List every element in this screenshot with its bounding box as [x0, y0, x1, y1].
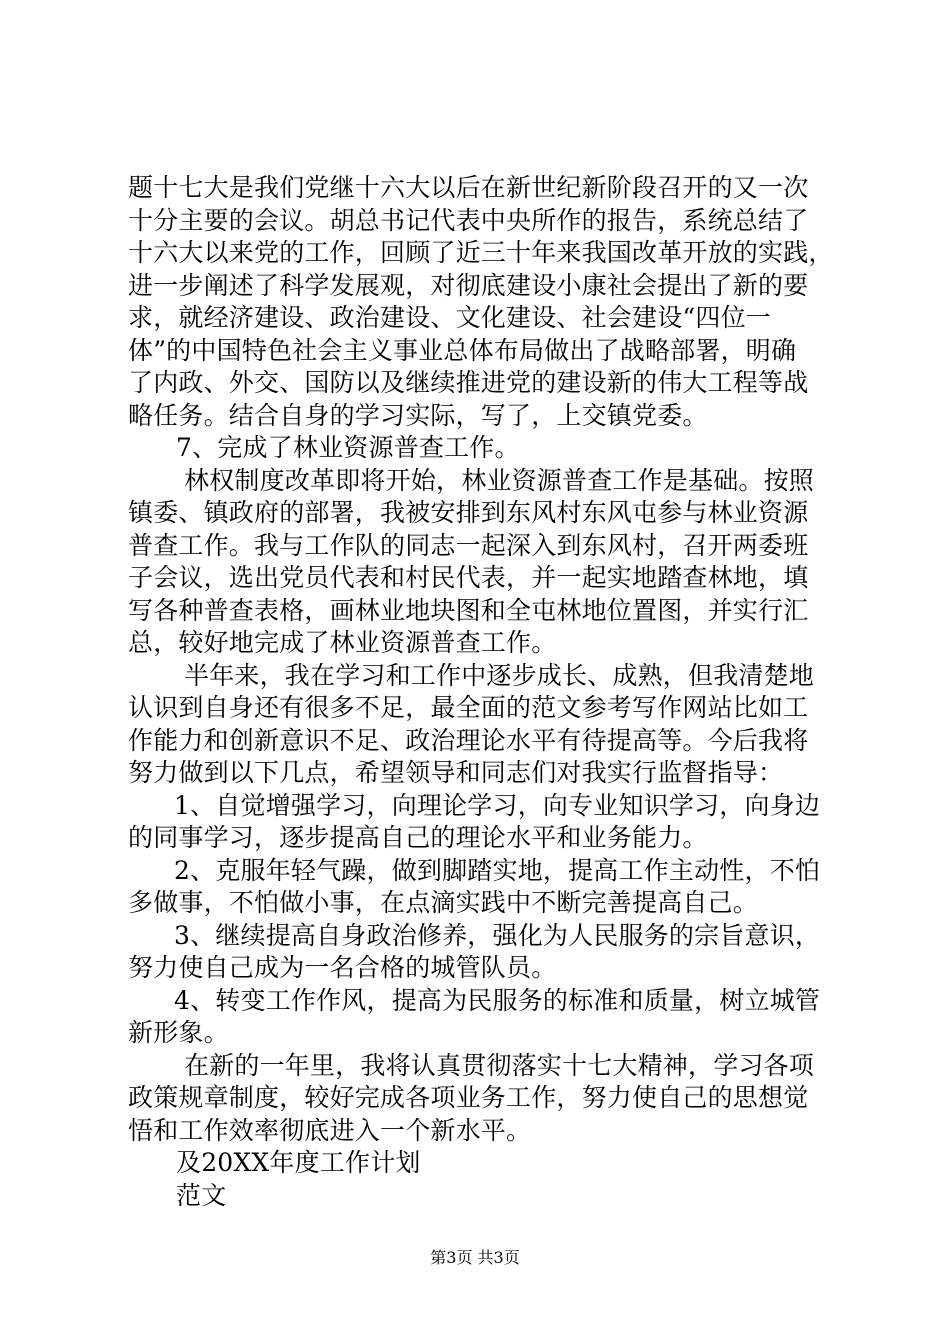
text-line: 作能力和创新意识不足、政治理论水平有待提高等。今后我将 [128, 725, 809, 755]
text-line: 半年来，我在学习和工作中逐步成长、成熟，但我清楚地 [184, 660, 815, 690]
text-line: 努力做到以下几点，希望领导和同志们对我实行监督指导： [128, 758, 784, 787]
text-line: 2、克服年轻气躁，做到脚踏实地，提高工作主动性，不怕 [174, 855, 821, 885]
text-line: 的同事学习，逐步提高自己的理论水平和业务能力。 [128, 823, 708, 852]
text-line: 十六大以来党的工作，回顾了近三十年来我国改革开放的实践， [128, 238, 834, 267]
text-line: 体”的中国特色社会主义事业总体布局做出了战略部署，明确 [128, 335, 797, 365]
page-footer: 第3页 共3页 [430, 1248, 520, 1267]
text-line: 十分主要的会议。胡总书记代表中央所作的报告，系统总结了 [128, 205, 809, 235]
text-line: 政策规章制度，较好完成各项业务工作，努力使自己的思想觉 [128, 1083, 809, 1112]
text-line: 4、转变工作作风，提高为民服务的标准和质量，树立城管 [174, 985, 821, 1015]
text-line: 了内政、外交、国防以及继续推进党的建设新的伟大工程等战 [128, 368, 809, 397]
text-line: 努力使自己成为一名合格的城管队员。 [128, 953, 557, 982]
text-line: 在新的一年里，我将认真贯彻落实十七大精神，学习各项 [184, 1050, 815, 1080]
text-line: 子会议，选出党员代表和村民代表，并一起实地踏查林地，填 [128, 563, 809, 592]
text-line: 总，较好地完成了林业资源普查工作。 [128, 628, 557, 657]
text-line: 普查工作。我与工作队的同志一起深入到东风村，召开两委班 [128, 530, 809, 560]
text-line: 求，就经济建设、政治建设、文化建设、社会建设“四位一 [128, 303, 771, 332]
text-line: 写各种普查表格，画林业地块图和全屯林地位置图，并实行汇 [128, 595, 809, 625]
text-line: 7、完成了林业资源普查工作。 [176, 433, 520, 462]
document-body [128, 172, 834, 1212]
text-line: 范文 [176, 1180, 227, 1210]
text-line: 认识到自身还有很多不足，最全面的范文参考写作网站比如工 [128, 693, 809, 722]
text-line: 进一步阐述了科学发展观，对彻底建设小康社会提出了新的要 [128, 270, 809, 300]
text-line: 悟和工作效率彻底进入一个新水平。 [128, 1115, 532, 1145]
text-line: 林权制度改革即将开始，林业资源普查工作是基础。按照 [184, 465, 815, 495]
text-line: 镇委、镇政府的部署，我被安排到东风村东风屯参与林业资源 [128, 498, 809, 527]
text-line: 3、继续提高自身政治修养，强化为人民服务的宗旨意识， [174, 920, 821, 950]
text-line: 题十七大是我们党继十六大以后在新世纪新阶段召开的又一次 [128, 173, 809, 202]
text-line: 1、自觉增强学习，向理论学习，向专业知识学习，向身边 [174, 790, 821, 820]
text-line: 略任务。结合自身的学习实际，写了，上交镇党委。 [128, 400, 708, 430]
text-line: 新形象。 [128, 1018, 229, 1047]
text-line: 及20XX年度工作计划 [176, 1148, 421, 1177]
text-line: 多做事，不怕做小事，在点滴实践中不断完善提高自己。 [128, 888, 759, 917]
